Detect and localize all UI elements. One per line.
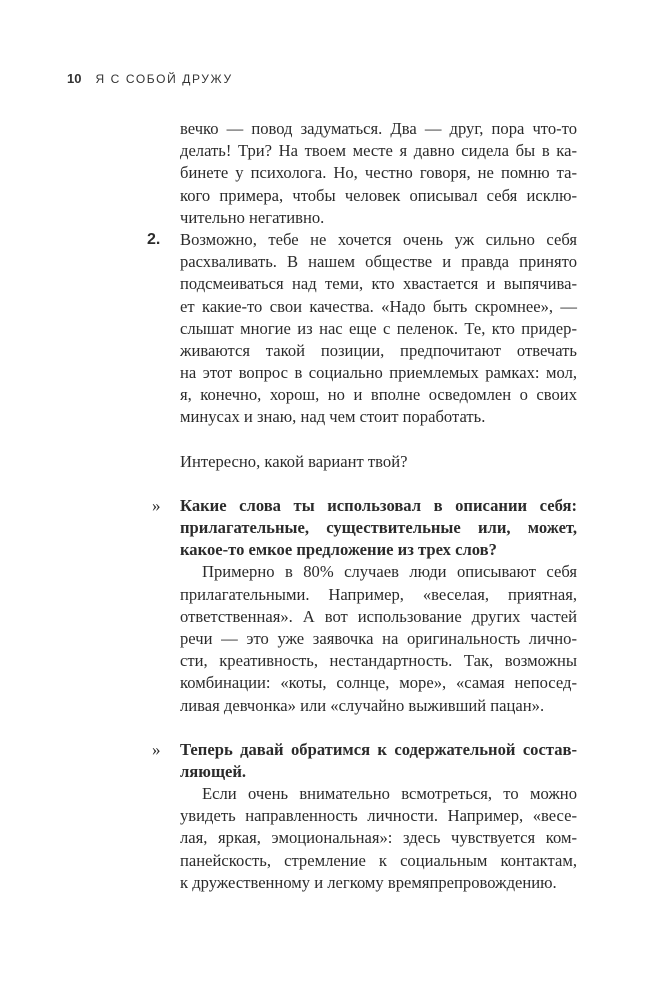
text-line: к дружественному и легкому времяпрепровождению. bbox=[180, 872, 557, 892]
bullet-heading-line: прилагательные, существительные или, может, bbox=[180, 518, 577, 537]
text-line: ет какие-то свои качества. «Надо быть скромнее», — bbox=[180, 296, 577, 316]
bullet-heading-line: ляющей. bbox=[180, 761, 247, 781]
bullet-section-content bbox=[152, 739, 577, 894]
running-header bbox=[67, 71, 233, 86]
list-item-2 bbox=[147, 229, 577, 429]
text-line: подсмеиваться над теми, кто хвастается и выпячива- bbox=[180, 274, 577, 294]
bullet-heading-line: Какие слова ты использовал в описании себя: bbox=[180, 495, 577, 515]
text-line: кого примера, чтобы человек описывал себя исклю- bbox=[180, 185, 577, 205]
text-line: сти, креативность, нестандартность. Так, возможны bbox=[180, 651, 577, 671]
text-line: лая, яркая, эмоциональная»: здесь чувствуется ком- bbox=[180, 828, 577, 848]
running-title: Я С СОБОЙ ДРУЖУ bbox=[95, 72, 233, 86]
bullet-section-words bbox=[152, 495, 577, 717]
text-line: делать! Три? На твоем месте я давно сидела бы в ка- bbox=[180, 141, 577, 161]
text-line: прилагательными. Например, «веселая, приятная, bbox=[180, 584, 577, 604]
text-line: ответственная». А вот использование других частей bbox=[180, 606, 577, 626]
text-line: панейскость, стремление к социальным контактам, bbox=[180, 850, 577, 870]
text-line: увидеть направленность личности. Например, «весе- bbox=[180, 806, 577, 826]
text-line: ливая девчонка» или «случайно выживший пацан». bbox=[180, 695, 545, 715]
continued-paragraph bbox=[180, 118, 577, 229]
list-number: 2. bbox=[147, 230, 161, 248]
text-line: Возможно, тебе не хочется очень уж сильно себя bbox=[180, 229, 577, 249]
text-line: речи — это уже заявочка на оригинальность лично- bbox=[180, 628, 577, 648]
bullet-heading-line: Теперь давай обратимся к содержательной состав- bbox=[180, 739, 577, 759]
text-line: на этот вопрос в социально приемлемых рамках: мол, bbox=[180, 363, 577, 383]
text-line: бинете у психолога. Но, честно говоря, не помню та- bbox=[180, 163, 577, 183]
text-line: вечко — повод задуматься. Два — друг, пора что-то bbox=[180, 119, 577, 138]
bullet-marker: » bbox=[152, 495, 161, 515]
text-line: расхваливать. В нашем обществе и правда принято bbox=[180, 252, 577, 272]
text-line: комбинации: «коты, солнце, море», «самая непосед- bbox=[180, 673, 577, 693]
text-line: Примерно в 80% случаев люди описывают себя bbox=[202, 562, 577, 582]
text-line: Если очень внимательно всмотреться, то можно bbox=[202, 784, 577, 804]
text-line: чительно негативно. bbox=[180, 207, 325, 227]
text-line: слышат многие из нас еще с пеленок. Те, кто придер- bbox=[180, 318, 577, 338]
text-line: минусах и знаю, над чем стоит поработать. bbox=[180, 407, 486, 427]
page-body bbox=[147, 118, 577, 894]
bullet-heading-line: какое-то емкое предложение из трех слов? bbox=[180, 540, 497, 560]
text-line: живаются такой позиции, предпочитают отвечать bbox=[180, 340, 577, 360]
question-line: Интересно, какой вариант твой? bbox=[180, 451, 408, 471]
page-number: 10 bbox=[67, 71, 82, 86]
text-line: я, конечно, хорош, но и вполне осведомлен о своих bbox=[180, 385, 577, 405]
bullet-marker: » bbox=[152, 739, 161, 759]
